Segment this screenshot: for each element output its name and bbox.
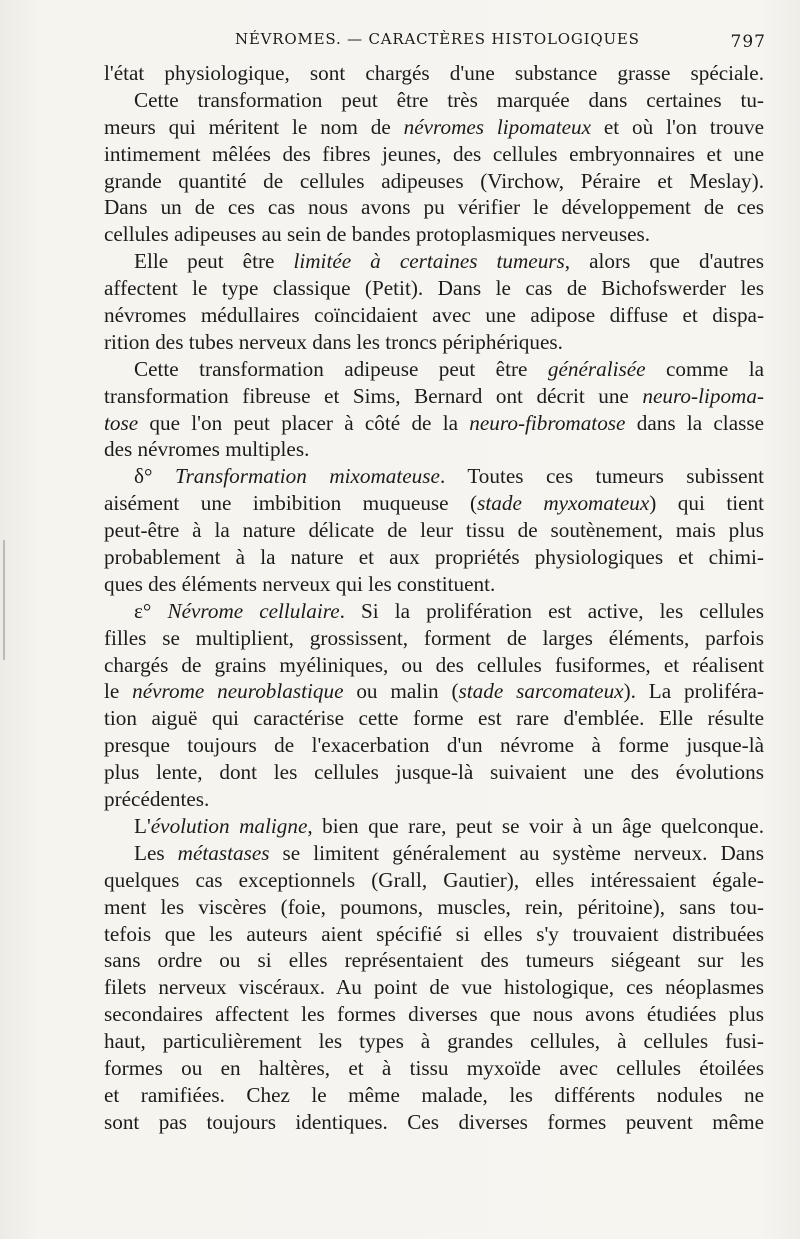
text-line: quelques cas exceptionnels (Grall, Gautier), elles intéressaient égale- <box>104 867 764 892</box>
text-line: précédentes. <box>104 787 210 812</box>
italic-term: stade myxomateux <box>477 491 650 516</box>
text-line: probablement à la nature et aux propriétés physiologiques et chimi- <box>104 545 764 570</box>
italic-term: stade sarcomateux <box>458 679 624 704</box>
text-line: δ° Transformation mixomateuse. Toutes ces tumeurs subissent <box>134 464 764 489</box>
text-line: transformation fibreuse et Sims, Bernard ont décrit une neuro-lipoma- <box>104 383 764 408</box>
running-title: NÉVROMES. — CARACTÈRES HISTOLOGIQUES <box>235 30 640 48</box>
text-line: filles se multiplient, grossissent, forment de larges éléments, parfois <box>104 625 764 650</box>
text-line: tion aiguë qui caractérise cette forme est rare d'emblée. Elle résulte <box>104 706 764 731</box>
binding-edge-mark <box>3 540 5 660</box>
italic-term: névromes lipomateux <box>403 114 592 139</box>
text-line: meurs qui méritent le nom de névromes lipomateux et où l'on trouve <box>104 114 764 139</box>
text-line: ε° Névrome cellulaire. Si la prolifération est active, les cellules <box>134 598 764 623</box>
body-text <box>104 60 764 1136</box>
italic-term: Transformation mixomateuse <box>174 464 440 489</box>
text-line: affectent le type classique (Petit). Dans le cas de Bichofswerder les <box>104 276 764 301</box>
italic-term: limitée à certaines tumeurs <box>293 249 565 274</box>
text-line: chargés de grains myéliniques, ou des cellules fusiformes, et réalisent <box>104 652 764 677</box>
text-line: rition des tubes nerveux dans les troncs périphériques. <box>104 329 563 354</box>
text-line: sont pas toujours identiques. Ces diverses formes peuvent même <box>104 1109 764 1134</box>
text-line: et ramifiées. Chez le même malade, les différents nodules ne <box>104 1082 764 1107</box>
text-line: Cette transformation adipeuse peut être généralisée comme la <box>134 356 765 381</box>
running-head <box>0 30 800 54</box>
italic-term: Névrome cellulaire <box>167 598 340 623</box>
text-line: intimement mêlées des fibres jeunes, des cellules embryonnaires et une <box>104 141 764 166</box>
italic-term: généralisée <box>547 356 646 381</box>
text-line: tose que l'on peut placer à côté de la neuro-fibromatose dans la classe <box>104 410 764 435</box>
text-line: l'état physiologique, sont chargés d'une substance grasse spéciale. <box>104 61 764 85</box>
text-line: tefois que les auteurs aient spécifié si elles s'y trouvaient distribuées <box>104 921 764 946</box>
italic-term: métastases <box>177 840 270 865</box>
text-line: sans ordre ou si elles représentaient des tumeurs siégeant sur les <box>104 948 764 973</box>
text-line: Elle peut être limitée à certaines tumeurs, alors que d'autres <box>134 249 764 274</box>
text-line: grande quantité de cellules adipeuses (Virchow, Péraire et Meslay). <box>104 168 764 193</box>
italic-term: névrome neuroblastique <box>132 679 344 704</box>
text-line: secondaires affectent les formes diverses que nous avons étudiées plus <box>104 1002 764 1027</box>
text-line: filets nerveux viscéraux. Au point de vue histologique, ces néoplasmes <box>104 975 764 1000</box>
page-number: 797 <box>730 32 766 52</box>
italic-term: évolution maligne <box>150 813 308 838</box>
text-line: névromes médullaires coïncidaient avec une adipose diffuse et dispa- <box>104 303 764 328</box>
text-line: cellules adipeuses au sein de bandes protoplasmiques nerveuses. <box>104 222 651 247</box>
text-line: Cette transformation peut être très marquée dans certaines tu- <box>134 87 764 112</box>
text-line: des névromes multiples. <box>104 437 310 462</box>
text-line: L'évolution maligne, bien que rare, peut se voir à un âge quelconque. <box>134 813 764 838</box>
text-line: le névrome neuroblastique ou malin (stade sarcomateux). La proliféra- <box>104 679 764 704</box>
text-line: peut-être à la nature délicate de leur tissu de soutènement, mais plus <box>104 518 764 543</box>
italic-term: tose <box>104 410 139 435</box>
text-line: ques des éléments nerveux qui les constituent. <box>104 571 496 596</box>
text-line: Dans un de ces cas nous avons pu vérifier le développement de ces <box>104 195 764 220</box>
text-line: formes ou en haltères, et à tissu myxoïde avec cellules étoilées <box>104 1055 764 1080</box>
italic-term: neuro-fibromatose <box>469 410 626 435</box>
text-line: plus lente, dont les cellules jusque-là suivaient une des évolutions <box>104 760 764 785</box>
italic-term: neuro-lipoma- <box>642 383 764 408</box>
text-line: ment les viscères (foie, poumons, muscles, rein, péritoine), sans tou- <box>104 894 764 919</box>
text-line: aisément une imbibition muqueuse (stade myxomateux) qui tient <box>104 491 765 516</box>
text-line: Les métastases se limitent généralement au système nerveux. Dans <box>134 840 764 865</box>
text-line: presque toujours de l'exacerbation d'un névrome à forme jusque-là <box>104 733 764 758</box>
text-line: haut, particulièrement les types à grandes cellules, à cellules fusi- <box>104 1029 764 1054</box>
